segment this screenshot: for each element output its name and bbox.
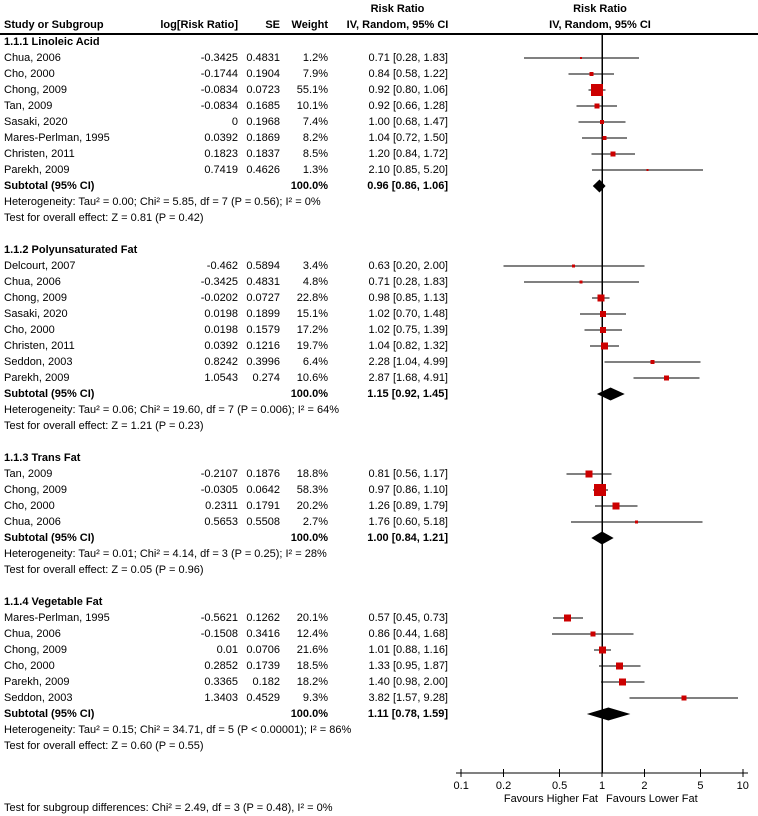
study-name: Christen, 2011 (4, 340, 75, 352)
study-ci: 1.40 [0.98, 2.00] (368, 676, 448, 688)
x-axis-tick-label: 2 (641, 780, 648, 792)
study-se: 0.0723 (246, 84, 280, 96)
study-log-rr: -0.462 (206, 260, 238, 272)
study-weight: 20.2% (296, 500, 328, 512)
subtotal-diamond (591, 532, 613, 545)
study-ci: 1.20 [0.84, 1.72] (368, 148, 448, 160)
overall-effect-text: Test for overall effect: Z = 0.81 (P = 0.42) (4, 212, 204, 224)
subtotal-weight: 100.0% (290, 532, 328, 544)
point-estimate-marker (600, 311, 606, 317)
study-name: Parekh, 2009 (4, 676, 70, 688)
overall-effect-text: Test for overall effect: Z = 0.60 (P = 0.55) (4, 740, 204, 752)
study-log-rr: -0.2107 (200, 468, 238, 480)
overall-effect-text: Test for overall effect: Z = 0.05 (P = 0.96) (4, 564, 204, 576)
x-axis-tick-label: 0.5 (551, 780, 568, 792)
point-estimate-marker (616, 663, 623, 670)
study-ci: 0.97 [0.86, 1.10] (368, 484, 448, 496)
study-weight: 8.2% (302, 132, 328, 144)
study-ci: 0.84 [0.58, 1.22] (368, 68, 448, 80)
study-name: Mares-Perlman, 1995 (4, 612, 110, 624)
study-name: Parekh, 2009 (4, 164, 70, 176)
favours-left-label: Favours Higher Fat (503, 793, 598, 805)
column-header-ci: IV, Random, 95% CI (346, 19, 449, 31)
study-se: 0.5508 (246, 516, 280, 528)
study-log-rr: 1.0543 (204, 372, 238, 384)
study-log-rr: 1.3403 (204, 692, 238, 704)
study-weight: 7.9% (302, 68, 328, 80)
point-estimate-marker (580, 281, 583, 284)
study-ci: 0.71 [0.28, 1.83] (368, 276, 448, 288)
x-axis-tick-label: 5 (697, 780, 704, 792)
study-se: 0.1869 (246, 132, 280, 144)
point-estimate-marker (602, 136, 606, 140)
study-se: 0.0642 (246, 484, 280, 496)
study-weight: 20.1% (296, 612, 328, 624)
point-estimate-marker (613, 503, 620, 510)
study-ci: 2.87 [1.68, 4.91] (368, 372, 448, 384)
subtotal-weight: 100.0% (290, 180, 328, 192)
point-estimate-marker (650, 360, 654, 364)
point-estimate-marker (597, 295, 604, 302)
study-name: Chong, 2009 (4, 644, 67, 656)
study-se: 0.4831 (246, 52, 280, 64)
x-axis-tick-label: 10 (736, 780, 749, 792)
study-se: 0.1904 (246, 68, 280, 80)
study-se: 0.5894 (246, 260, 280, 272)
heterogeneity-text: Heterogeneity: Tau² = 0.01; Chi² = 4.14, df = 3 (P = 0.25); I² = 28% (4, 548, 327, 560)
study-ci: 0.86 [0.44, 1.68] (368, 628, 448, 640)
study-log-rr: 0 (231, 116, 238, 128)
point-estimate-marker (635, 521, 638, 524)
study-log-rr: 0.7419 (204, 164, 238, 176)
study-ci: 0.71 [0.28, 1.83] (368, 52, 448, 64)
study-se: 0.3416 (246, 628, 280, 640)
study-weight: 7.4% (302, 116, 328, 128)
study-ci: 1.00 [0.68, 1.47] (368, 116, 448, 128)
study-weight: 8.5% (302, 148, 328, 160)
study-se: 0.1968 (246, 116, 280, 128)
study-log-rr: -0.0202 (200, 292, 238, 304)
study-se: 0.1262 (246, 612, 280, 624)
study-name: Seddon, 2003 (4, 692, 73, 704)
study-weight: 18.2% (296, 676, 328, 688)
study-name: Delcourt, 2007 (4, 260, 76, 272)
study-weight: 2.7% (302, 516, 328, 528)
point-estimate-marker (646, 169, 648, 171)
heterogeneity-text: Heterogeneity: Tau² = 0.00; Chi² = 5.85, df = 7 (P = 0.56); I² = 0% (4, 196, 321, 208)
subtotal-ci: 1.15 [0.92, 1.45] (367, 388, 448, 400)
study-name: Mares-Perlman, 1995 (4, 132, 110, 144)
study-ci: 0.63 [0.20, 2.00] (368, 260, 448, 272)
subtotal-diamond (587, 708, 631, 721)
study-ci: 2.28 [1.04, 4.99] (368, 356, 448, 368)
study-ci: 0.57 [0.45, 0.73] (368, 612, 448, 624)
subtotal-weight: 100.0% (290, 708, 328, 720)
study-se: 0.1579 (246, 324, 280, 336)
subtotal-ci: 0.96 [0.86, 1.06] (367, 180, 448, 192)
study-ci: 2.10 [0.85, 5.20] (368, 164, 448, 176)
study-log-rr: 0.1823 (204, 148, 238, 160)
point-estimate-marker (586, 471, 593, 478)
study-weight: 19.7% (296, 340, 328, 352)
point-estimate-marker (572, 265, 575, 268)
point-estimate-marker (580, 57, 582, 59)
overall-effect-text: Test for overall effect: Z = 1.21 (P = 0.23) (4, 420, 204, 432)
study-log-rr: -0.0834 (200, 84, 238, 96)
study-se: 0.1216 (246, 340, 280, 352)
x-axis-tick-label: 0.1 (453, 780, 469, 792)
study-se: 0.182 (252, 676, 280, 688)
study-weight: 9.3% (302, 692, 328, 704)
study-weight: 17.2% (296, 324, 328, 336)
subtotal-diamond (593, 180, 606, 193)
study-weight: 58.3% (296, 484, 328, 496)
x-axis-tick-label: 0.2 (495, 780, 512, 792)
point-estimate-marker (589, 72, 593, 76)
subtotal-ci: 1.11 [0.78, 1.59] (367, 708, 448, 720)
study-se: 0.1791 (246, 500, 280, 512)
heterogeneity-text: Heterogeneity: Tau² = 0.06; Chi² = 19.60, df = 7 (P = 0.006); I² = 64% (4, 404, 339, 416)
point-estimate-marker (664, 376, 669, 381)
subtotal-label: Subtotal (95% CI) (4, 180, 95, 192)
point-estimate-marker (599, 647, 606, 654)
point-estimate-marker (600, 327, 606, 333)
study-name: Chua, 2006 (4, 52, 61, 64)
study-se: 0.4831 (246, 276, 280, 288)
point-estimate-marker (681, 696, 686, 701)
study-log-rr: -0.1508 (200, 628, 238, 640)
study-ci: 3.82 [1.57, 9.28] (368, 692, 448, 704)
subgroup-title: 1.1.2 Polyunsaturated Fat (4, 244, 138, 256)
study-name: Chong, 2009 (4, 484, 67, 496)
study-name: Chong, 2009 (4, 292, 67, 304)
subgroup-difference-test: Test for subgroup differences: Chi² = 2.49, df = 3 (P = 0.48), I² = 0% (4, 802, 333, 814)
subgroup-title: 1.1.4 Vegetable Fat (4, 596, 103, 608)
study-name: Tan, 2009 (4, 100, 53, 112)
subtotal-label: Subtotal (95% CI) (4, 532, 95, 544)
study-name: Sasaki, 2020 (4, 116, 68, 128)
study-weight: 15.1% (296, 308, 328, 320)
column-header-log-rr: log[Risk Ratio] (160, 19, 238, 31)
subtotal-weight: 100.0% (290, 388, 328, 400)
study-log-rr: 0.0392 (204, 340, 238, 352)
study-name: Chua, 2006 (4, 516, 61, 528)
study-weight: 3.4% (302, 260, 328, 272)
study-se: 0.0706 (246, 644, 280, 656)
study-se: 0.0727 (246, 292, 280, 304)
x-axis-tick-label: 1 (598, 780, 606, 792)
point-estimate-marker (601, 343, 608, 350)
study-name: Tan, 2009 (4, 468, 53, 480)
column-header-study: Study or Subgroup (4, 19, 104, 31)
study-name: Seddon, 2003 (4, 356, 73, 368)
subtotal-label: Subtotal (95% CI) (4, 388, 95, 400)
study-ci: 1.01 [0.88, 1.16] (368, 644, 448, 656)
study-name: Parekh, 2009 (4, 372, 70, 384)
study-log-rr: 0.8242 (204, 356, 238, 368)
study-ci: 1.02 [0.75, 1.39] (368, 324, 448, 336)
study-se: 0.1685 (246, 100, 280, 112)
study-name: Sasaki, 2020 (4, 308, 68, 320)
study-weight: 6.4% (302, 356, 328, 368)
study-name: Cho, 2000 (4, 500, 55, 512)
study-ci: 0.92 [0.80, 1.06] (368, 84, 448, 96)
study-weight: 22.8% (296, 292, 328, 304)
point-estimate-marker (594, 484, 606, 496)
study-name: Chong, 2009 (4, 84, 67, 96)
study-name: Cho, 2000 (4, 660, 55, 672)
study-se: 0.1837 (246, 148, 280, 160)
study-log-rr: 0.3365 (204, 676, 238, 688)
study-se: 0.3996 (246, 356, 280, 368)
study-name: Christen, 2011 (4, 148, 75, 160)
study-log-rr: -0.1744 (200, 68, 238, 80)
study-weight: 4.8% (302, 276, 328, 288)
study-weight: 1.2% (302, 52, 328, 64)
study-weight: 1.3% (302, 164, 328, 176)
study-log-rr: -0.5621 (200, 612, 238, 624)
study-weight: 18.8% (296, 468, 328, 480)
study-weight: 12.4% (296, 628, 328, 640)
study-weight: 21.6% (296, 644, 328, 656)
study-ci: 0.92 [0.66, 1.28] (368, 100, 448, 112)
study-se: 0.4529 (246, 692, 280, 704)
point-estimate-marker (590, 632, 595, 637)
study-log-rr: -0.3425 (200, 276, 238, 288)
plot-header-ci: IV, Random, 95% CI (549, 19, 651, 31)
subgroup-title: 1.1.1 Linoleic Acid (4, 36, 100, 48)
study-log-rr: 0.01 (216, 644, 238, 656)
study-log-rr: 0.2852 (204, 660, 238, 672)
subtotal-ci: 1.00 [0.84, 1.21] (367, 532, 448, 544)
study-log-rr: 0.0392 (204, 132, 238, 144)
study-weight: 10.6% (296, 372, 328, 384)
study-name: Cho, 2000 (4, 324, 55, 336)
study-log-rr: 0.5653 (204, 516, 238, 528)
subtotal-diamond (597, 388, 625, 401)
study-ci: 1.04 [0.72, 1.50] (368, 132, 448, 144)
study-log-rr: 0.2311 (205, 500, 238, 512)
study-weight: 10.1% (296, 100, 328, 112)
study-log-rr: -0.0834 (200, 100, 238, 112)
study-ci: 1.04 [0.82, 1.32] (368, 340, 448, 352)
study-log-rr: 0.0198 (204, 324, 238, 336)
study-se: 0.1876 (246, 468, 280, 480)
study-se: 0.1899 (246, 308, 280, 320)
study-ci: 1.26 [0.89, 1.79] (368, 500, 448, 512)
column-header-weight: Weight (291, 19, 328, 31)
study-log-rr: -0.0305 (200, 484, 238, 496)
plot-header-risk-ratio: Risk Ratio (573, 3, 627, 15)
study-weight: 55.1% (296, 84, 328, 96)
point-estimate-marker (564, 615, 571, 622)
study-se: 0.4626 (246, 164, 280, 176)
favours-right-label: Favours Lower Fat (606, 793, 698, 805)
column-header-risk-ratio: Risk Ratio (370, 3, 425, 15)
study-se: 0.1739 (246, 660, 280, 672)
study-ci: 0.98 [0.85, 1.13] (368, 292, 448, 304)
point-estimate-marker (600, 120, 604, 124)
study-ci: 1.33 [0.95, 1.87] (368, 660, 448, 672)
point-estimate-marker (611, 152, 616, 157)
study-name: Chua, 2006 (4, 628, 61, 640)
study-weight: 18.5% (296, 660, 328, 672)
study-name: Chua, 2006 (4, 276, 61, 288)
study-se: 0.274 (252, 372, 280, 384)
point-estimate-marker (594, 104, 599, 109)
subtotal-label: Subtotal (95% CI) (4, 708, 95, 720)
study-name: Cho, 2000 (4, 68, 55, 80)
point-estimate-marker (591, 84, 603, 96)
heterogeneity-text: Heterogeneity: Tau² = 0.15; Chi² = 34.71, df = 5 (P < 0.00001); I² = 86% (4, 724, 352, 736)
column-header-se: SE (265, 19, 280, 31)
study-ci: 1.02 [0.70, 1.48] (368, 308, 448, 320)
study-log-rr: -0.3425 (200, 52, 238, 64)
point-estimate-marker (619, 679, 626, 686)
study-log-rr: 0.0198 (204, 308, 238, 320)
subgroup-title: 1.1.3 Trans Fat (4, 452, 81, 464)
study-ci: 1.76 [0.60, 5.18] (368, 516, 448, 528)
study-ci: 0.81 [0.56, 1.17] (368, 468, 448, 480)
